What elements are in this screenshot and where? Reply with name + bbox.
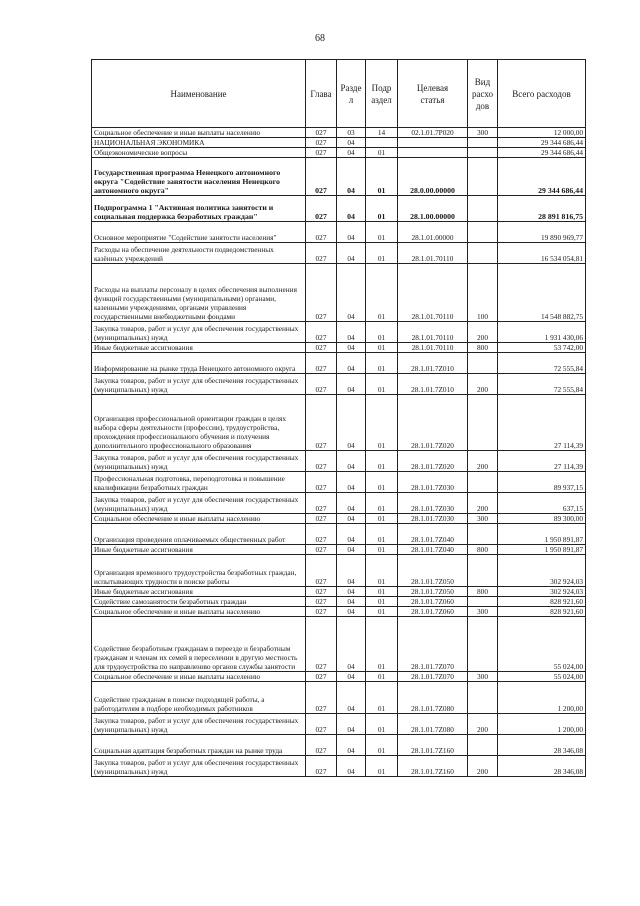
row-glava-cell: 027	[306, 395, 337, 451]
row-article-cell: 28.1.01.7Z030	[398, 514, 468, 524]
row-podrazdel-cell: 01	[366, 555, 398, 587]
row-podrazdel-cell	[366, 138, 398, 148]
row-razdel-cell: 04	[337, 243, 366, 264]
row-amount-cell: 302 924,03	[498, 555, 586, 587]
row-glava-cell: 027	[306, 148, 337, 158]
row-name-cell: Социальная адаптация безработных граждан на рынке труда	[92, 735, 306, 756]
row-vid-cell: 800	[468, 343, 498, 353]
row-vid-cell	[468, 735, 498, 756]
table-row	[92, 545, 586, 555]
row-vid-cell	[468, 158, 498, 196]
row-name-cell: Основное мероприятие "Содействие занятости населения"	[92, 222, 306, 243]
row-article-cell: 28.0.00.00000	[398, 158, 468, 196]
row-name-cell: Организация временного трудоустройства безработных граждан, испытывающих трудности в поиске работы	[92, 555, 306, 587]
row-razdel-cell: 04	[337, 587, 366, 597]
row-razdel-cell: 04	[337, 545, 366, 555]
row-article-cell: 28.1.01.7Z030	[398, 472, 468, 493]
row-vid-cell: 200	[468, 322, 498, 343]
row-podrazdel-cell: 01	[366, 714, 398, 735]
row-glava-cell: 027	[306, 343, 337, 353]
table-row	[92, 607, 586, 617]
row-name-cell: Общеэкономические вопросы	[92, 148, 306, 158]
row-name-cell: Закупка товаров, работ и услуг для обеспечения государственных (муниципальных) нужд	[92, 493, 306, 514]
table-row	[92, 128, 586, 138]
table-body	[92, 128, 586, 777]
row-article-cell: 28.1.01.7Z040	[398, 524, 468, 545]
row-name-cell: Социальное обеспечение и иные выплаты населению	[92, 128, 306, 138]
row-amount-cell: 89 300,00	[498, 514, 586, 524]
row-vid-cell: 300	[468, 672, 498, 682]
row-podrazdel-cell: 01	[366, 607, 398, 617]
row-podrazdel-cell: 01	[366, 148, 398, 158]
row-article-cell: 28.1.01.7Z050	[398, 587, 468, 597]
row-razdel-cell: 04	[337, 714, 366, 735]
row-article-cell: 28.1.01.7Z030	[398, 493, 468, 514]
row-amount-cell: 29 344 686,44	[498, 158, 586, 196]
table-row	[92, 672, 586, 682]
row-razdel-cell: 04	[337, 472, 366, 493]
table-row	[92, 493, 586, 514]
row-vid-cell	[468, 617, 498, 672]
row-name-cell: Содействие гражданам в поиске подходящей работы, а работодателям в подборе необходимых работников	[92, 682, 306, 714]
table-row	[92, 714, 586, 735]
row-glava-cell: 027	[306, 158, 337, 196]
row-glava-cell: 027	[306, 493, 337, 514]
row-razdel-cell: 04	[337, 138, 366, 148]
header-podrazdel: Подр аздел	[366, 60, 398, 128]
row-amount-cell: 29 344 686,44	[498, 138, 586, 148]
row-razdel-cell: 04	[337, 451, 366, 472]
row-vid-cell: 800	[468, 587, 498, 597]
row-podrazdel-cell: 01	[366, 353, 398, 374]
row-article-cell: 28.1.00.00000	[398, 196, 468, 222]
row-razdel-cell: 04	[337, 196, 366, 222]
row-vid-cell	[468, 148, 498, 158]
row-podrazdel-cell: 01	[366, 222, 398, 243]
row-amount-cell: 14 548 882,75	[498, 264, 586, 322]
row-razdel-cell: 04	[337, 555, 366, 587]
row-razdel-cell: 03	[337, 128, 366, 138]
row-glava-cell: 027	[306, 451, 337, 472]
row-amount-cell: 55 024,00	[498, 672, 586, 682]
table-row	[92, 524, 586, 545]
row-razdel-cell: 04	[337, 158, 366, 196]
row-amount-cell: 89 937,15	[498, 472, 586, 493]
row-razdel-cell: 04	[337, 395, 366, 451]
budget-table	[91, 59, 586, 777]
table-row	[92, 395, 586, 451]
row-amount-cell: 29 344 686,44	[498, 148, 586, 158]
row-razdel-cell: 04	[337, 148, 366, 158]
row-razdel-cell: 04	[337, 756, 366, 777]
row-name-cell: Расходы на выплаты персоналу в целях обеспечения выполнения функций государственными (муниципальными) органами, казенными учреждениями, органами управления государственными внебюджетными фондами	[92, 264, 306, 322]
row-razdel-cell: 04	[337, 493, 366, 514]
row-vid-cell	[468, 222, 498, 243]
row-razdel-cell: 04	[337, 353, 366, 374]
row-amount-cell: 1 200,00	[498, 714, 586, 735]
row-article-cell: 28.1.01.7Z060	[398, 607, 468, 617]
row-amount-cell: 72 555,84	[498, 353, 586, 374]
row-article-cell: 28.1.01.7Z020	[398, 451, 468, 472]
row-amount-cell: 12 000,00	[498, 128, 586, 138]
row-podrazdel-cell: 01	[366, 617, 398, 672]
row-vid-cell	[468, 196, 498, 222]
row-podrazdel-cell: 01	[366, 158, 398, 196]
table-row	[92, 682, 586, 714]
header-razdel: Разде л	[337, 60, 366, 128]
row-vid-cell	[468, 395, 498, 451]
row-glava-cell: 027	[306, 607, 337, 617]
row-amount-cell: 55 024,00	[498, 617, 586, 672]
header-article: Целевая статья	[398, 60, 468, 128]
row-vid-cell	[468, 243, 498, 264]
row-glava-cell: 027	[306, 472, 337, 493]
row-vid-cell: 200	[468, 493, 498, 514]
row-glava-cell: 027	[306, 545, 337, 555]
row-vid-cell: 100	[468, 264, 498, 322]
table-row	[92, 222, 586, 243]
row-name-cell: Расходы на обеспечение деятельности подведомственных казённых учреждений	[92, 243, 306, 264]
row-name-cell: Иные бюджетные ассигнования	[92, 343, 306, 353]
row-amount-cell: 828 921,60	[498, 597, 586, 607]
row-amount-cell: 28 891 816,75	[498, 196, 586, 222]
row-razdel-cell: 04	[337, 735, 366, 756]
table-row	[92, 587, 586, 597]
row-podrazdel-cell: 01	[366, 343, 398, 353]
row-razdel-cell: 04	[337, 322, 366, 343]
row-glava-cell: 027	[306, 353, 337, 374]
row-glava-cell: 027	[306, 514, 337, 524]
row-razdel-cell: 04	[337, 607, 366, 617]
row-razdel-cell: 04	[337, 672, 366, 682]
row-glava-cell: 027	[306, 243, 337, 264]
row-article-cell: 28.1.01.7Z060	[398, 597, 468, 607]
row-name-cell: Организация проведения оплачиваемых общественных работ	[92, 524, 306, 545]
row-amount-cell: 1 950 891,87	[498, 524, 586, 545]
row-article-cell: 28.1.01.7Z010	[398, 374, 468, 395]
row-article-cell: 28.1.01.70110	[398, 243, 468, 264]
row-podrazdel-cell: 01	[366, 672, 398, 682]
row-podrazdel-cell: 01	[366, 322, 398, 343]
row-razdel-cell: 04	[337, 597, 366, 607]
row-vid-cell: 300	[468, 128, 498, 138]
row-razdel-cell: 04	[337, 264, 366, 322]
table-row	[92, 374, 586, 395]
row-name-cell: Социальное обеспечение и иные выплаты населению	[92, 672, 306, 682]
header-vid: Вид расхо дов	[468, 60, 498, 128]
row-podrazdel-cell: 01	[366, 524, 398, 545]
row-podrazdel-cell: 01	[366, 735, 398, 756]
row-podrazdel-cell: 01	[366, 472, 398, 493]
table-row	[92, 756, 586, 777]
row-name-cell: Закупка товаров, работ и услуг для обеспечения государственных (муниципальных) нужд	[92, 374, 306, 395]
row-name-cell: Закупка товаров, работ и услуг для обеспечения государственных (муниципальных) нужд	[92, 756, 306, 777]
header-total: Всего расходов	[498, 60, 586, 128]
row-vid-cell	[468, 682, 498, 714]
table-row	[92, 158, 586, 196]
row-vid-cell: 200	[468, 451, 498, 472]
row-article-cell	[398, 138, 468, 148]
row-podrazdel-cell: 01	[366, 451, 398, 472]
row-vid-cell	[468, 353, 498, 374]
row-razdel-cell: 04	[337, 343, 366, 353]
table-row	[92, 597, 586, 607]
table-row	[92, 514, 586, 524]
row-razdel-cell: 04	[337, 682, 366, 714]
table-row	[92, 264, 586, 322]
row-razdel-cell: 04	[337, 374, 366, 395]
table-header-row	[92, 60, 586, 128]
row-amount-cell: 637,15	[498, 493, 586, 514]
table-row	[92, 343, 586, 353]
row-name-cell: Иные бюджетные ассигнования	[92, 545, 306, 555]
table-row	[92, 472, 586, 493]
row-vid-cell: 300	[468, 514, 498, 524]
row-vid-cell: 200	[468, 374, 498, 395]
row-amount-cell: 828 921,60	[498, 607, 586, 617]
table-row	[92, 735, 586, 756]
row-glava-cell: 027	[306, 322, 337, 343]
row-podrazdel-cell: 01	[366, 587, 398, 597]
row-glava-cell: 027	[306, 617, 337, 672]
row-glava-cell: 027	[306, 196, 337, 222]
row-name-cell: Закупка товаров, работ и услуг для обеспечения государственных (муниципальных) нужд	[92, 451, 306, 472]
row-amount-cell: 27 114,39	[498, 395, 586, 451]
row-podrazdel-cell: 01	[366, 374, 398, 395]
row-vid-cell	[468, 597, 498, 607]
header-name: Наименование	[92, 60, 306, 128]
row-glava-cell: 027	[306, 756, 337, 777]
table-row	[92, 148, 586, 158]
row-podrazdel-cell: 01	[366, 682, 398, 714]
row-podrazdel-cell: 01	[366, 493, 398, 514]
row-article-cell: 28.1.01.7Z040	[398, 545, 468, 555]
row-name-cell: Иные бюджетные ассигнования	[92, 587, 306, 597]
row-article-cell	[398, 148, 468, 158]
row-amount-cell: 302 924,03	[498, 587, 586, 597]
row-razdel-cell: 04	[337, 222, 366, 243]
row-article-cell: 28.1.01.7Z070	[398, 617, 468, 672]
row-glava-cell: 027	[306, 672, 337, 682]
row-name-cell: Содействие самозанятости безработных граждан	[92, 597, 306, 607]
row-article-cell: 28.1.01.7Z080	[398, 714, 468, 735]
row-glava-cell: 027	[306, 374, 337, 395]
row-article-cell: 28.1.01.7Z070	[398, 672, 468, 682]
row-razdel-cell: 04	[337, 524, 366, 545]
row-vid-cell	[468, 555, 498, 587]
row-name-cell: Содействие безработным гражданам в переезде и безработным гражданам и членам их семей в переселении в другую местность для трудоустройства по направлению органов службы занятости	[92, 617, 306, 672]
header-glava: Глава	[306, 60, 337, 128]
row-name-cell: Государственная программа Ненецкого автономного округа "Содействие занятости населения Ненецкого автономного округа"	[92, 158, 306, 196]
row-amount-cell: 19 890 969,77	[498, 222, 586, 243]
row-amount-cell: 53 742,00	[498, 343, 586, 353]
row-vid-cell	[468, 472, 498, 493]
row-vid-cell: 200	[468, 714, 498, 735]
row-podrazdel-cell: 14	[366, 128, 398, 138]
row-amount-cell: 28 346,08	[498, 735, 586, 756]
row-vid-cell	[468, 138, 498, 148]
row-glava-cell: 027	[306, 735, 337, 756]
page-number: 68	[315, 33, 325, 44]
row-vid-cell: 200	[468, 756, 498, 777]
row-glava-cell: 027	[306, 128, 337, 138]
row-glava-cell: 027	[306, 524, 337, 545]
row-podrazdel-cell: 01	[366, 395, 398, 451]
row-name-cell: Информирование на рынке труда Ненецкого автономного округа	[92, 353, 306, 374]
row-article-cell: 28.1.01.70110	[398, 343, 468, 353]
row-amount-cell: 72 555,84	[498, 374, 586, 395]
row-name-cell: Закупка товаров, работ и услуг для обеспечения государственных (муниципальных) нужд	[92, 322, 306, 343]
row-article-cell: 28.1.01.7Z020	[398, 395, 468, 451]
row-glava-cell: 027	[306, 222, 337, 243]
table-row	[92, 451, 586, 472]
row-article-cell: 28.1.01.70110	[398, 264, 468, 322]
row-article-cell: 28.1.01.7Z160	[398, 735, 468, 756]
row-name-cell: НАЦИОНАЛЬНАЯ ЭКОНОМИКА	[92, 138, 306, 148]
row-glava-cell: 027	[306, 555, 337, 587]
row-article-cell: 28.1.01.7Z010	[398, 353, 468, 374]
row-name-cell: Профессиональная подготовка, переподготовка и повышение квалификации безработных граждан	[92, 472, 306, 493]
row-amount-cell: 1 931 430,06	[498, 322, 586, 343]
row-amount-cell: 28 346,08	[498, 756, 586, 777]
row-article-cell: 28.1.01.7Z050	[398, 555, 468, 587]
row-name-cell: Закупка товаров, работ и услуг для обеспечения государственных (муниципальных) нужд	[92, 714, 306, 735]
row-article-cell: 28.1.01.7Z160	[398, 756, 468, 777]
row-glava-cell: 027	[306, 138, 337, 148]
row-podrazdel-cell: 01	[366, 196, 398, 222]
row-amount-cell: 16 534 054,81	[498, 243, 586, 264]
row-name-cell: Организация профессиональной ориентации граждан в целях выбора сферы деятельности (профессии), трудоустройства, прохождения профессионального обучения и получения дополнительного профессионального образования	[92, 395, 306, 451]
row-glava-cell: 027	[306, 682, 337, 714]
row-name-cell: Подпрограмма 1 "Активная политика занятости и социальная поддержка безработных граждан"	[92, 196, 306, 222]
row-podrazdel-cell: 01	[366, 597, 398, 607]
row-name-cell: Социальное обеспечение и иные выплаты населению	[92, 607, 306, 617]
row-article-cell: 02.1.01.7Р020	[398, 128, 468, 138]
row-vid-cell: 800	[468, 545, 498, 555]
row-vid-cell	[468, 524, 498, 545]
table-row	[92, 353, 586, 374]
table-row	[92, 196, 586, 222]
row-podrazdel-cell: 01	[366, 264, 398, 322]
row-amount-cell: 1 200,00	[498, 682, 586, 714]
row-podrazdel-cell: 01	[366, 514, 398, 524]
row-article-cell: 28.1.01.70110	[398, 322, 468, 343]
row-glava-cell: 027	[306, 597, 337, 607]
row-amount-cell: 1 950 891,87	[498, 545, 586, 555]
row-glava-cell: 027	[306, 714, 337, 735]
table-row	[92, 138, 586, 148]
row-razdel-cell: 04	[337, 514, 366, 524]
table-row	[92, 243, 586, 264]
row-podrazdel-cell: 01	[366, 756, 398, 777]
row-vid-cell: 300	[468, 607, 498, 617]
table-row	[92, 555, 586, 587]
table-row	[92, 617, 586, 672]
row-razdel-cell: 04	[337, 617, 366, 672]
row-article-cell: 28.1.01.7Z080	[398, 682, 468, 714]
row-amount-cell: 27 114,39	[498, 451, 586, 472]
row-podrazdel-cell: 01	[366, 243, 398, 264]
row-glava-cell: 027	[306, 264, 337, 322]
row-article-cell: 28.1.01.00000	[398, 222, 468, 243]
row-name-cell: Социальное обеспечение и иные выплаты населению	[92, 514, 306, 524]
table-row	[92, 322, 586, 343]
row-podrazdel-cell: 01	[366, 545, 398, 555]
row-glava-cell: 027	[306, 587, 337, 597]
